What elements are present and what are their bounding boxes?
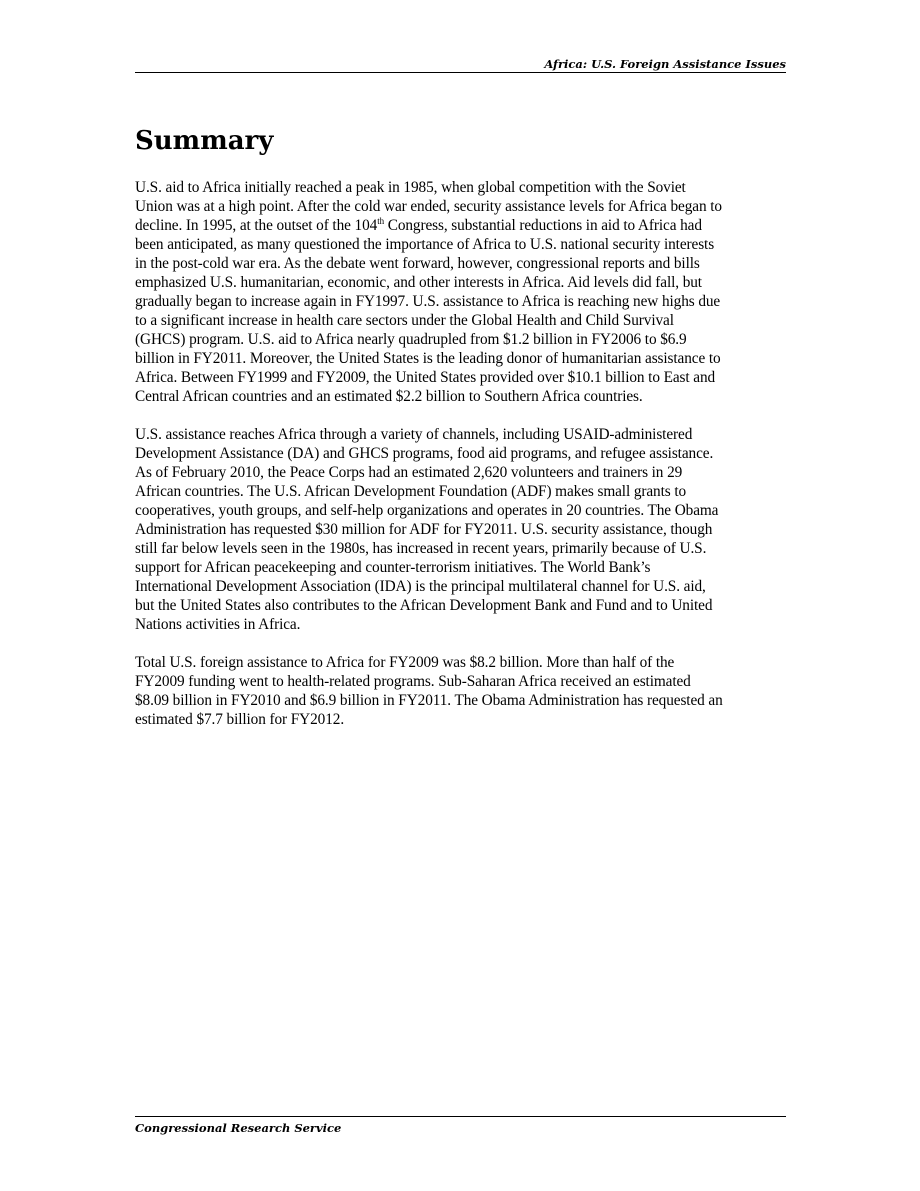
text-line: Total U.S. foreign assistance to Africa for FY2009 was $8.2 billion. More than half of the bbox=[135, 654, 675, 671]
paragraph-3 bbox=[135, 653, 790, 729]
text-line: in the post-cold war era. As the debate went forward, however, congressional reports and bills bbox=[135, 255, 700, 272]
text-line: cooperatives, youth groups, and self-help organizations and operates in 20 countries. The Obama bbox=[135, 502, 719, 519]
text-line: Administration has requested $30 million for ADF for FY2011. U.S. security assistance, though bbox=[135, 521, 713, 538]
text-line: African countries. The U.S. African Development Foundation (ADF) makes small grants to bbox=[135, 483, 687, 500]
text-line-end: Congress, substantial reductions in aid to Africa had bbox=[384, 217, 702, 234]
paragraph-2 bbox=[135, 425, 790, 634]
ordinal-superscript: th bbox=[377, 215, 384, 226]
text-line: but the United States also contributes to the African Development Bank and Fund and to United bbox=[135, 597, 713, 614]
text-line: As of February 2010, the Peace Corps had an estimated 2,620 volunteers and trainers in 29 bbox=[135, 464, 683, 481]
text-line-start: decline. In 1995, at the outset of the 104 bbox=[135, 217, 378, 234]
text-line: Union was at a high point. After the cold war ended, security assistance levels for Africa began to bbox=[135, 198, 722, 215]
page-title: Summary bbox=[135, 126, 274, 156]
text-line: still far below levels seen in the 1980s, has increased in recent years, primarily because of U.S. bbox=[135, 540, 707, 557]
summary-body bbox=[135, 178, 790, 748]
text-line: International Development Association (IDA) is the principal multilateral channel for U.S. aid, bbox=[135, 578, 706, 595]
running-header: Africa: U.S. Foreign Assistance Issues bbox=[135, 56, 786, 73]
text-line: to a significant increase in health care sectors under the Global Health and Child Survival bbox=[135, 312, 674, 329]
text-line: (GHCS) program. U.S. aid to Africa nearly quadrupled from $1.2 billion in FY2006 to $6.9 bbox=[135, 331, 687, 348]
text-line: been anticipated, as many questioned the importance of Africa to U.S. national security interests bbox=[135, 236, 715, 253]
text-line: estimated $7.7 billion for FY2012. bbox=[135, 711, 345, 728]
text-line: emphasized U.S. humanitarian, economic, and other interests in Africa. Aid levels did fall, but bbox=[135, 274, 702, 291]
text-line: Africa. Between FY1999 and FY2009, the United States provided over $10.1 billion to East and bbox=[135, 369, 716, 386]
paragraph-1 bbox=[135, 178, 790, 406]
text-line: Nations activities in Africa. bbox=[135, 616, 301, 633]
footer-divider bbox=[135, 1116, 786, 1117]
text-line: Development Assistance (DA) and GHCS programs, food aid programs, and refugee assistance. bbox=[135, 445, 714, 462]
text-line bbox=[135, 216, 790, 235]
text-line: FY2009 funding went to health-related programs. Sub-Saharan Africa received an estimated bbox=[135, 673, 691, 690]
text-line: support for African peacekeeping and counter-terrorism initiatives. The World Bank’s bbox=[135, 559, 651, 576]
text-line: U.S. aid to Africa initially reached a peak in 1985, when global competition with the Soviet bbox=[135, 179, 686, 196]
text-line: Central African countries and an estimated $2.2 billion to Southern Africa countries. bbox=[135, 388, 643, 405]
running-footer: Congressional Research Service bbox=[135, 1121, 342, 1135]
text-line: billion in FY2011. Moreover, the United States is the leading donor of humanitarian assistance to bbox=[135, 350, 721, 367]
text-line: U.S. assistance reaches Africa through a variety of channels, including USAID-administered bbox=[135, 426, 693, 443]
text-line: $8.09 billion in FY2010 and $6.9 billion in FY2011. The Obama Administration has requested an bbox=[135, 692, 723, 709]
text-line: gradually began to increase again in FY1997. U.S. assistance to Africa is reaching new highs due bbox=[135, 293, 721, 310]
